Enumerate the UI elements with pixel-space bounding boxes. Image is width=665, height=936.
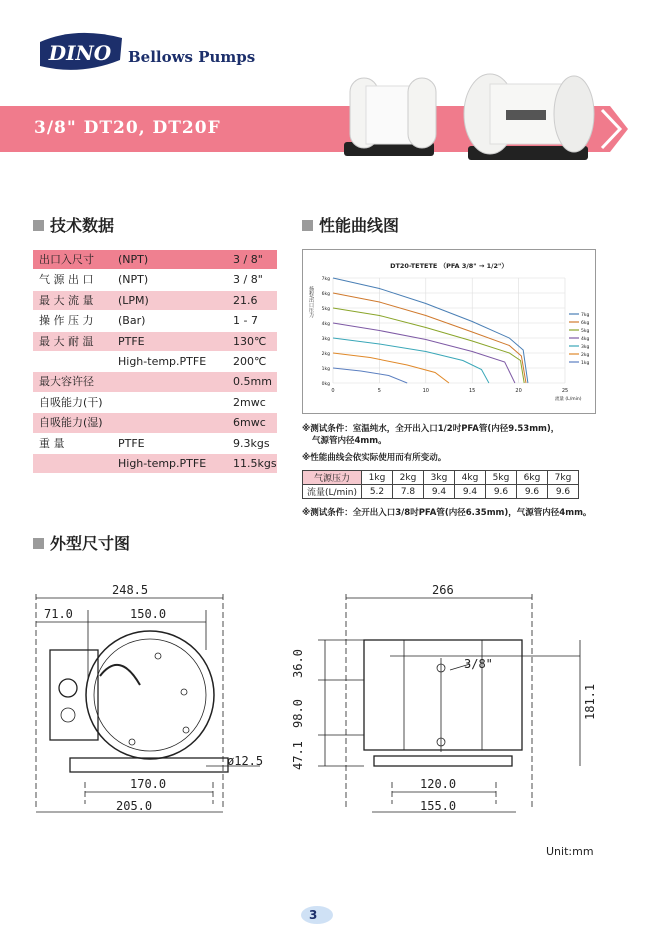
x-tick-label: 5 xyxy=(377,388,381,394)
spec-value: 11.5kgs xyxy=(233,456,277,470)
dim-height: 181.1 xyxy=(583,683,597,720)
legend-label: 4kg xyxy=(581,337,590,342)
dim-h3: 47.1 xyxy=(291,741,305,770)
spec-value: 0.5mm xyxy=(233,375,272,389)
pressure-cell: 5kg xyxy=(486,471,517,485)
spec-label: 最 大 耐 温 xyxy=(39,334,94,348)
x-tick-label: 15 xyxy=(469,388,476,394)
flow-cell: 5.2 xyxy=(362,485,393,499)
dim-front-base1: 120.0 xyxy=(420,777,457,791)
test-note-1: ※测试条件：室温纯水，全开出入口1/2吋PFA管(内径9.53mm)， xyxy=(302,424,560,434)
dim-base2: 205.0 xyxy=(116,799,153,813)
flow-cell: 9.6 xyxy=(517,485,548,499)
brand-name: Bellows Pumps xyxy=(128,48,256,66)
dimensions-heading: 外型尺寸图 xyxy=(33,531,130,554)
spec-value: 3 / 8" xyxy=(233,273,263,287)
flow-cell: 9.4 xyxy=(424,485,455,499)
dim-front-base2: 155.0 xyxy=(420,799,457,813)
y-tick-label: 3kg xyxy=(321,337,330,342)
pressure-label: 气源压力 xyxy=(303,471,362,485)
y-tick-label: 4kg xyxy=(321,322,330,327)
x-tick-label: 0 xyxy=(331,388,335,394)
spec-row xyxy=(33,250,277,270)
spec-label: 操 作 压 力 xyxy=(39,314,94,328)
spec-row xyxy=(33,413,277,433)
spec-row xyxy=(33,393,277,413)
dim-h1: 36.0 xyxy=(291,649,305,678)
dino-logo xyxy=(36,30,124,74)
spec-unit: High-temp.PTFE xyxy=(118,354,207,368)
y-tick-label: 2kg xyxy=(321,352,330,357)
pressure-cell: 1kg xyxy=(362,471,393,485)
spec-label: 气 源 出 口 xyxy=(39,273,94,287)
chart-svg xyxy=(303,250,595,413)
legend-label: 1kg xyxy=(581,361,590,366)
flow-cell: 9.4 xyxy=(455,485,486,499)
legend-label: 6kg xyxy=(581,321,590,326)
spec-label: 最大容许径 xyxy=(39,375,94,389)
spec-row xyxy=(33,454,277,474)
spec-row xyxy=(33,372,277,392)
dim-port: 3/8" xyxy=(464,657,493,671)
flow-label: 流量(L/min) xyxy=(303,485,362,499)
performance-chart xyxy=(302,249,596,414)
y-tick-label: 5kg xyxy=(321,307,330,312)
legend-label: 2kg xyxy=(581,353,590,358)
spec-label: 重 量 xyxy=(39,436,65,450)
variance-note: ※性能曲线会依实际使用而有所变动。 xyxy=(302,453,447,463)
specs-table xyxy=(33,250,277,474)
flow-cell: 7.8 xyxy=(393,485,424,499)
spec-value: 9.3kgs xyxy=(233,436,270,450)
unit-label: Unit:mm xyxy=(546,845,594,858)
series-line xyxy=(333,338,489,383)
spec-value: 1 - 7 xyxy=(233,314,258,328)
x-tick-label: 10 xyxy=(422,388,429,394)
spec-value: 21.6 xyxy=(233,293,258,307)
page-title: 3/8" DT20, DT20F xyxy=(34,118,221,138)
spec-row xyxy=(33,291,277,311)
spec-label: 出口入尺寸 xyxy=(39,253,94,266)
y-tick-label: 0kg xyxy=(321,382,330,387)
test-note-1b: 气源管内径4mm。 xyxy=(312,436,387,446)
spec-unit: (LPM) xyxy=(118,293,149,307)
spec-label: 自吸能力(湿) xyxy=(39,416,103,430)
product-photo xyxy=(330,64,630,174)
page-number: 3 xyxy=(309,908,318,922)
spec-label: 最 大 流 量 xyxy=(39,293,94,307)
y-tick-label: 1kg xyxy=(321,367,330,372)
spec-value: 130℃ xyxy=(233,334,267,348)
dimension-drawing xyxy=(20,570,640,830)
spec-value: 2mwc xyxy=(233,395,266,409)
legend-label: 7kg xyxy=(581,313,590,318)
logo-text: DINO xyxy=(48,41,112,65)
legend-label: 5kg xyxy=(581,329,590,334)
legend-label: 3kg xyxy=(581,345,590,350)
pressure-cell: 7kg xyxy=(548,471,579,485)
spec-row xyxy=(33,332,277,352)
series-line xyxy=(333,368,407,383)
spec-unit: High-temp.PTFE xyxy=(118,456,207,470)
spec-value: 200℃ xyxy=(233,354,267,368)
spec-unit: (NPT) xyxy=(118,253,149,266)
spec-row xyxy=(33,434,277,454)
dim-hole: ø12.5 xyxy=(227,754,264,768)
flow-cell: 9.6 xyxy=(548,485,579,499)
spec-unit: PTFE xyxy=(118,436,145,450)
spec-value: 6mwc xyxy=(233,416,266,430)
chart-xlabel: 流量 (L/min) xyxy=(555,397,582,402)
dim-body: 150.0 xyxy=(130,607,167,621)
spec-unit: (Bar) xyxy=(118,314,146,328)
spec-value: 3 / 8" xyxy=(233,253,263,266)
performance-heading: 性能曲线图 xyxy=(302,213,399,236)
spec-row xyxy=(33,311,277,331)
x-tick-label: 20 xyxy=(515,388,522,394)
specs-heading: 技术数据 xyxy=(33,213,114,236)
pressure-cell: 6kg xyxy=(517,471,548,485)
spec-label: 自吸能力(干) xyxy=(39,395,103,409)
flow-cell: 9.6 xyxy=(486,485,517,499)
spec-unit: PTFE xyxy=(118,334,145,348)
series-line xyxy=(333,308,524,383)
dim-front-width: 266 xyxy=(432,583,454,597)
test-note-3: ※测试条件：全开出入口3/8吋PFA管(内径6.35mm)，气源管内径4mm。 xyxy=(302,508,592,518)
dim-h2: 98.0 xyxy=(291,699,305,728)
spec-unit: (NPT) xyxy=(118,273,149,287)
dim-offset: 71.0 xyxy=(44,607,73,621)
y-tick-label: 7kg xyxy=(321,277,330,282)
pressure-cell: 3kg xyxy=(424,471,455,485)
series-line xyxy=(333,278,528,383)
spec-row xyxy=(33,270,277,290)
pressure-cell: 4kg xyxy=(455,471,486,485)
x-tick-label: 25 xyxy=(561,388,569,394)
chart-title: DT20-TETETE （PFA 3/8" → 1/2"） xyxy=(390,262,508,270)
chart-ylabel: 扬程/出口压力 xyxy=(308,286,314,318)
pressure-cell: 2kg xyxy=(393,471,424,485)
flow-table xyxy=(302,470,579,499)
spec-row xyxy=(33,352,277,372)
dim-base1: 170.0 xyxy=(130,777,167,791)
dim-total-width: 248.5 xyxy=(112,583,149,597)
y-tick-label: 6kg xyxy=(321,292,330,297)
